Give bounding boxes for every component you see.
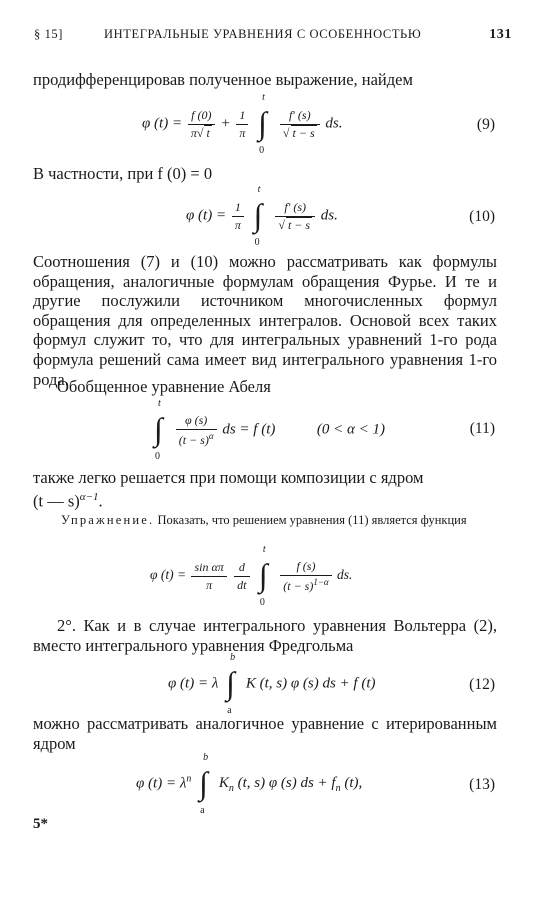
exercise-label: Упражнение.: [61, 513, 155, 527]
eq12-body: K (t, s) φ (s) ds + f (t): [245, 675, 376, 692]
exeq-tail: ds.: [337, 567, 353, 583]
page-number: 131: [489, 27, 512, 42]
paragraph-5-kernel: (t — s): [33, 491, 80, 511]
eq9-fraction-1: $\frac{f (0)}{\pi√ t}$: [188, 108, 215, 141]
exercise: [33, 512, 497, 528]
eq9-lhs: φ (t) =: [142, 115, 183, 132]
eq12-lhs: φ (t) = λ: [168, 675, 219, 692]
eq11-integral: t ∫ 0: [154, 398, 163, 462]
paragraph-5-kernel-exp: α−1: [79, 490, 99, 503]
eq12-number: (12): [469, 676, 495, 693]
eq11-tail: ds = f (t): [222, 421, 276, 438]
eq10-fraction-1: $\frac{1}{\pi}$: [232, 200, 244, 233]
exeq-lhs: φ (t) =: [150, 567, 187, 583]
eq12-integral: b ∫ a: [226, 652, 236, 716]
eq9-plus: +: [220, 115, 231, 132]
eq9-fraction-2: $\frac{1}{\pi}$: [236, 108, 248, 141]
eq9-tail: ds.: [325, 115, 343, 132]
paragraph-3: Соотношения (7) и (10) можно рассматривать как формулы обращения, аналогичные формулам обращения Фурье. И те и другие послужили источником многочисленных формул обращения для определенных интегралов. Основой всех таких формул служит то, что для интегральных уравнений 1-го рода формула решений сама имеет вид интегрального уравнения 1-го рода.: [33, 252, 497, 389]
eq13-number: (13): [469, 776, 495, 793]
eq13-lhs: φ (t) = λ: [136, 775, 187, 792]
eq11-fraction: $\frac{\varphi (s)}{(t - s)^\alpha}$: [176, 413, 217, 448]
running-title: ИНТЕГРАЛЬНЫЕ УРАВНЕНИЯ С ОСОБЕННОСТЬЮ: [104, 27, 422, 41]
eq10-fraction-2: $\frac{f' (s)}{√ t - s}$: [275, 200, 315, 233]
paragraph-7: можно рассматривать аналогичное уравнение с итерированным ядром: [33, 714, 497, 753]
eq9-number: (9): [476, 116, 495, 133]
exeq-fraction-1: $\frac{\text{sin απ}}{\pi}$: [191, 560, 226, 593]
exercise-text: Показать, что решением уравнения (11) является функция: [157, 513, 467, 527]
exeq-fraction-3: $\frac{f (s)}{(t - s)^{1-\alpha}}$: [280, 559, 331, 594]
exeq-integral: t ∫ 0: [258, 544, 268, 608]
eq13-body: $K_n$ (t, s) φ (s) ds + $f_n$ (t),: [218, 775, 363, 795]
paragraph-6: 2°. Как и в случае интегрального уравнения Вольтерра (2), вместо интегрального уравнения Фредгольма: [33, 616, 497, 655]
paragraph-5: также легко решается при помощи композиции с ядром (t — s)$^{\alpha-1}$.: [33, 468, 424, 511]
signature-mark: 5*: [33, 816, 48, 832]
eq10-integral: t ∫ 0: [253, 184, 263, 248]
eq11-number: (11): [469, 420, 495, 437]
paragraph-5-line-1: также легко решается при помощи композиции с ядром: [33, 468, 424, 487]
eq10-lhs: φ (t) =: [186, 207, 227, 224]
section-ref: § 15]: [34, 27, 64, 41]
running-header: [34, 27, 512, 47]
eq13-integral: b ∫ a: [199, 752, 209, 816]
paragraph-2: В частности, при f (0) = 0: [33, 164, 213, 183]
eq11-condition: (0 < α < 1): [316, 421, 385, 438]
eq13-lhs-exp: n: [186, 773, 192, 785]
paragraph-4: Обобщенное уравнение Абеля: [57, 377, 271, 396]
eq9-fraction-3: $\frac{f' (s)}{√ t - s}$: [280, 108, 320, 141]
eq10-tail: ds.: [320, 207, 338, 224]
exeq-fraction-2: $\frac{d}{dt}$: [234, 560, 249, 593]
eq10-number: (10): [469, 208, 495, 225]
eq9-integral: t ∫ 0: [258, 92, 267, 156]
paragraph-1: продифференцировав полученное выражение, найдем: [33, 70, 413, 89]
